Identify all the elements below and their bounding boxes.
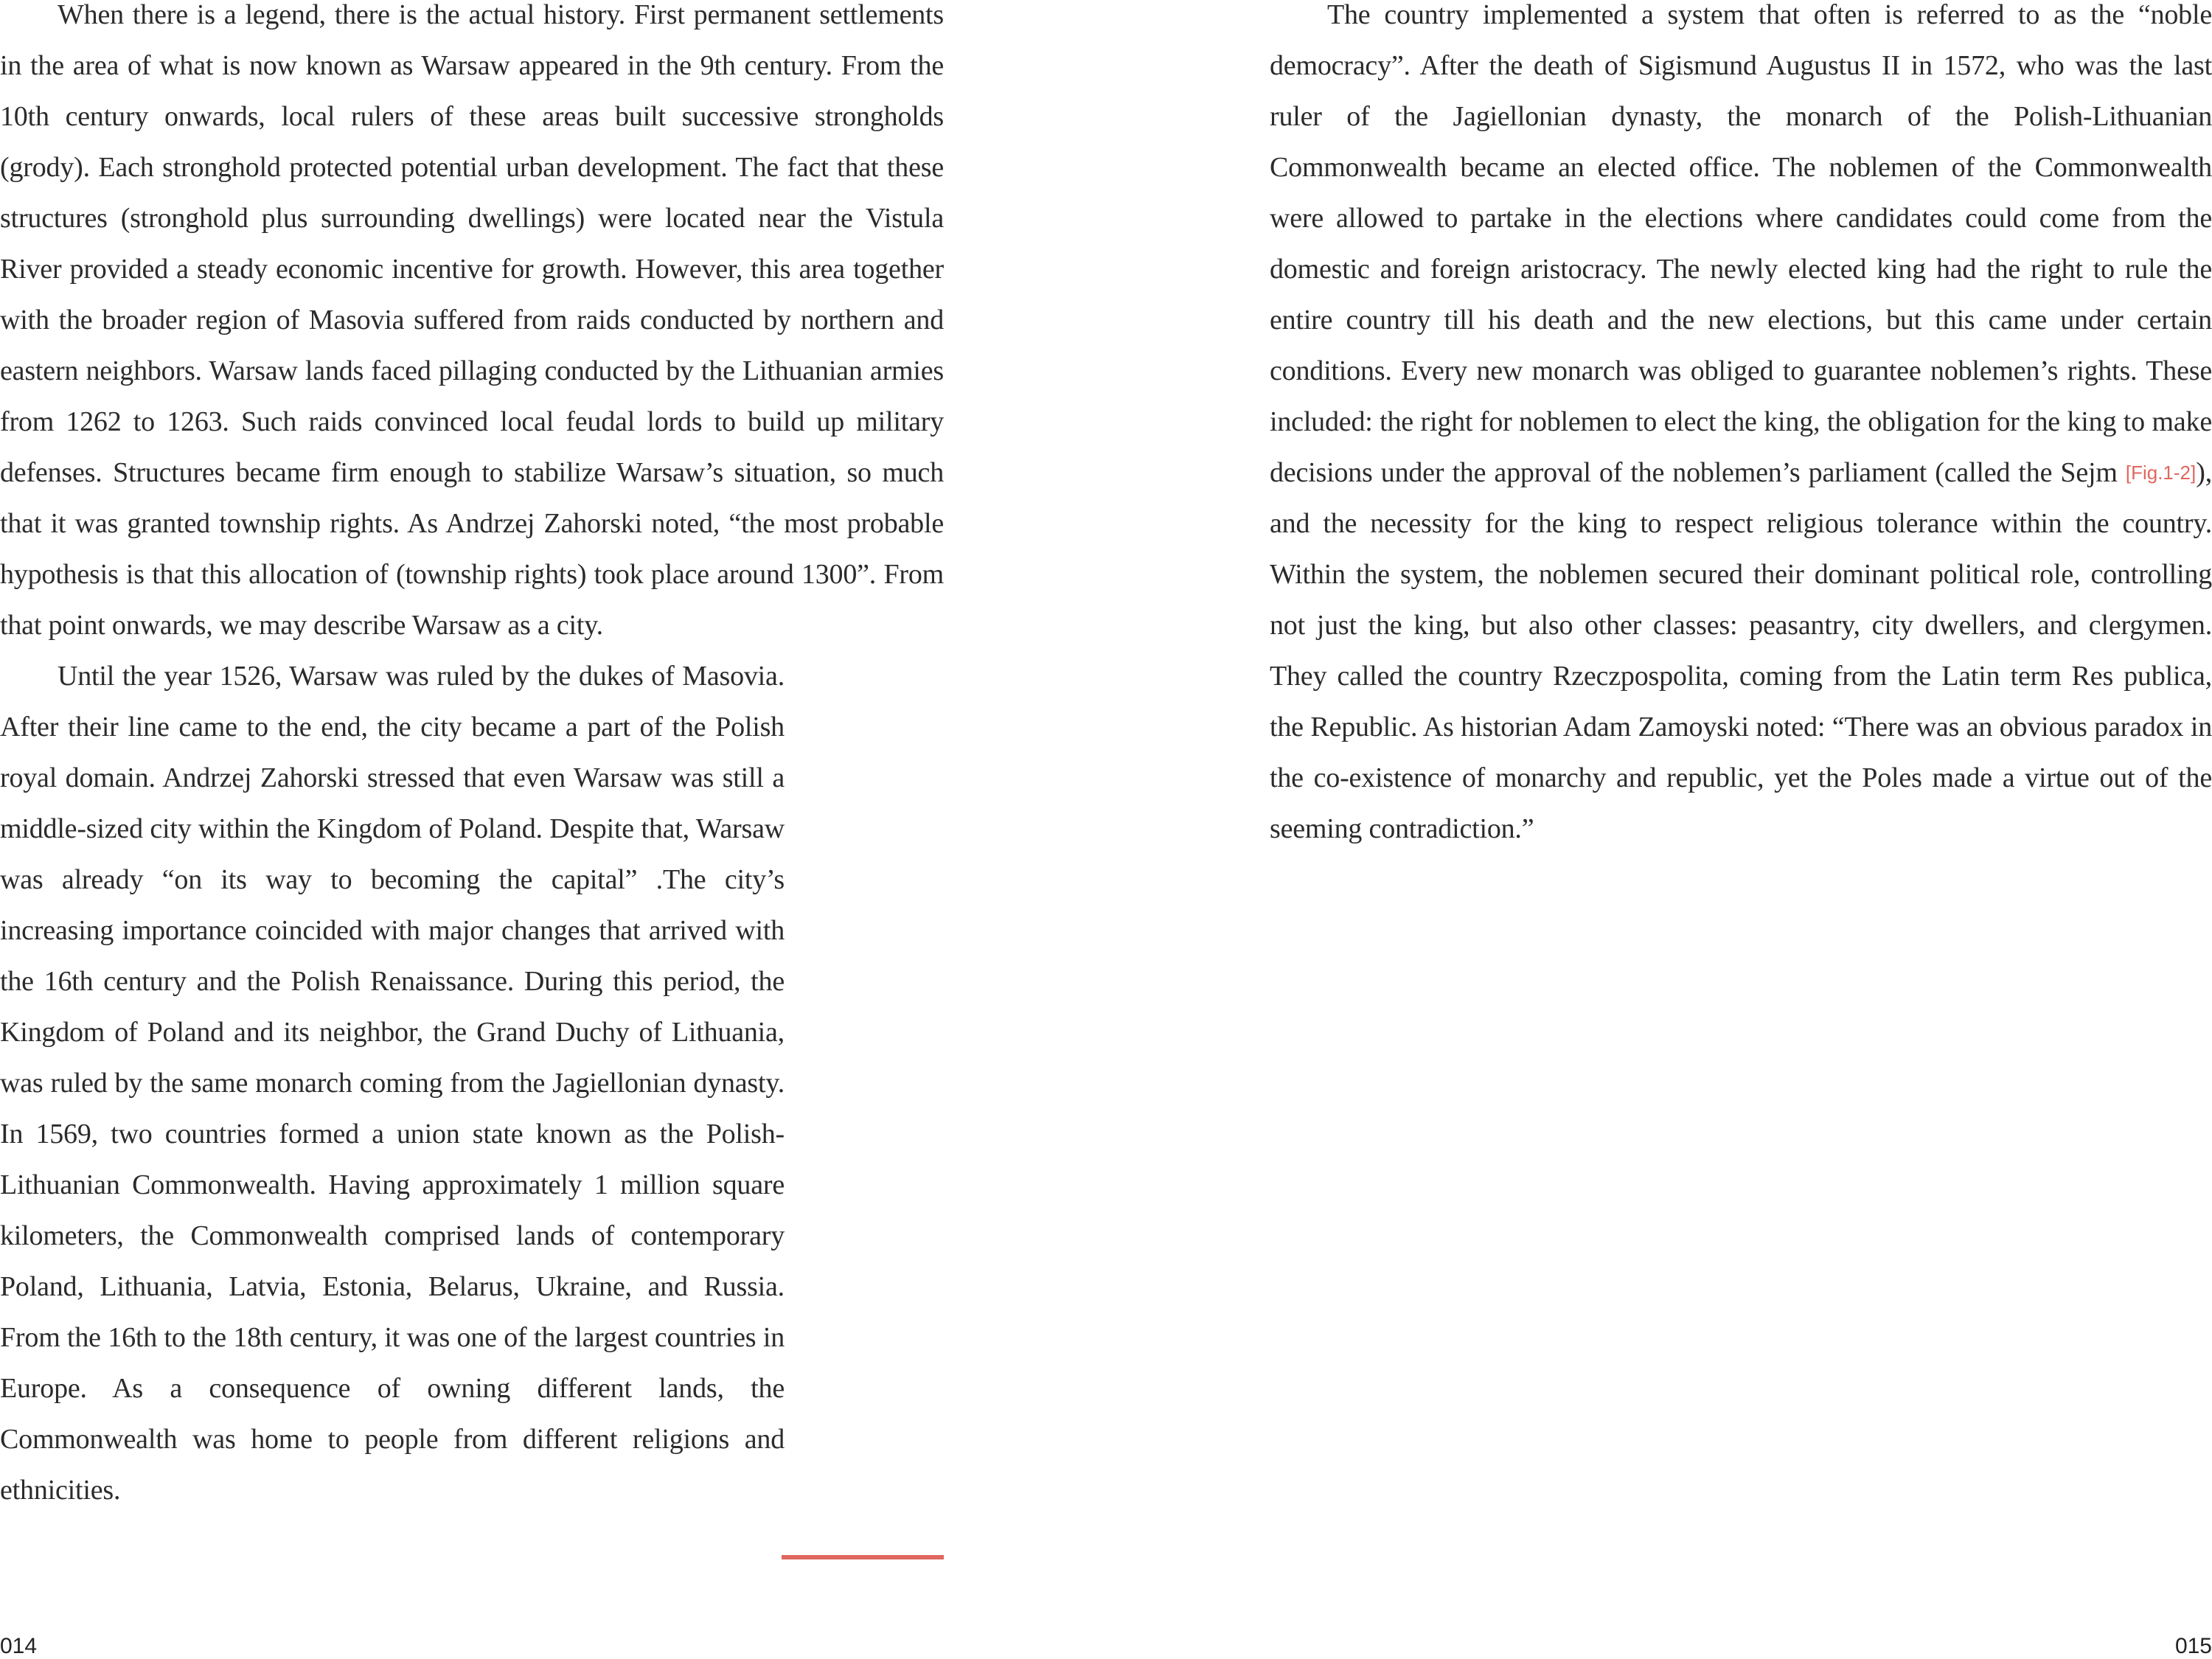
- figure-reference: [Fig.1-2]: [2125, 462, 2197, 484]
- body-paragraph: [1270, 0, 2212, 855]
- accent-rule: [782, 1555, 944, 1559]
- page-number-right: 015: [2174, 1634, 2212, 1658]
- paragraph-text: ), and the necessity for the king to respect religious tolerance within the country. Within the system, the noblemen secured their dominant political role, controlling not just the king, but also other classes: peasantry, city dwellers, and clergymen. They called the country Rzeczpospolita, coming from the Latin term Res publica, the Republic. As historian Adam Zamoyski noted: “There was an obvious paradox in the co-existence of monarchy and republic, yet the Poles made a virtue out of the seeming contradiction.”: [1270, 457, 2212, 844]
- right-page: [1270, 0, 2212, 855]
- left-page: [0, 0, 944, 1516]
- page-number-left: 014: [0, 1634, 38, 1658]
- paragraph-text: The country implemented a system that often is referred to as the “noble democracy”. After the death of Sigismund Augustus II in 1572, who was the last ruler of the Jagiellonian dynasty, the monarch of the Polish-Lithuanian Commonwealth became an elected office. The noblemen of the Commonwealth were allowed to partake in the elections where candidates could come from the domestic and foreign aristocracy. The newly elected king had the right to rule the entire country till his death and the new elections, but this came under certain conditions. Every new monarch was obliged to guarantee noblemen’s rights. These included: the right for noblemen to elect the king, the obligation for the king to make decisions under the approval of the noblemen’s parliament (called the Sejm: [1270, 0, 2212, 488]
- body-paragraph: Until the year 1526, Warsaw was ruled by the dukes of Masovia. After their line came to the end, the city became a part of the Polish royal domain. Andrzej Zahorski stressed that even Warsaw was still a middle-sized city within the Kingdom of Poland. Despite that, Warsaw was already “on its way to becoming the capital” .The city’s increasing importance coincided with major changes that arrived with the 16th century and the Polish Renaissance. During this period, the Kingdom of Poland and its neighbor, the Grand Duchy of Lithuania, was ruled by the same monarch coming from the Jagiellonian dynasty. In 1569, two countries formed a union state known as the Polish-Lithuanian Commonwealth. Having approximately 1 million square kilometers, the Commonwealth comprised lands of contemporary Poland, Lithuania, Latvia, Estonia, Belarus, Ukraine, and Russia. From the 16th to the 18th century, it was one of the largest countries in Europe. As a consequence of owning different lands, the Commonwealth was home to people from different religions and ethnicities.: [0, 661, 785, 1506]
- body-paragraph: When there is a legend, there is the actual history. First permanent settlements in the area of what is now known as Warsaw appeared in the 9th century. From the 10th century onwards, local rulers of these areas built successive strongholds (grody). Each stronghold protected potential urban development. The fact that these structures (stronghold plus surrounding dwellings) were located near the Vistula River provided a steady economic incentive for growth. However, this area together with the broader region of Masovia suffered from raids conducted by northern and eastern neighbors. Warsaw lands faced pillaging conducted by the Lithuanian armies from 1262 to 1263. Such raids convinced local feudal lords to build up military defenses. Structures became firm enough to stabilize Warsaw’s situation, so much that it was granted township rights. As Andrzej Zahorski noted, “the most probable hypothesis is that this allocation of (township rights) took place around 1300”. From that point onwards, we may describe Warsaw as a city.: [0, 0, 944, 641]
